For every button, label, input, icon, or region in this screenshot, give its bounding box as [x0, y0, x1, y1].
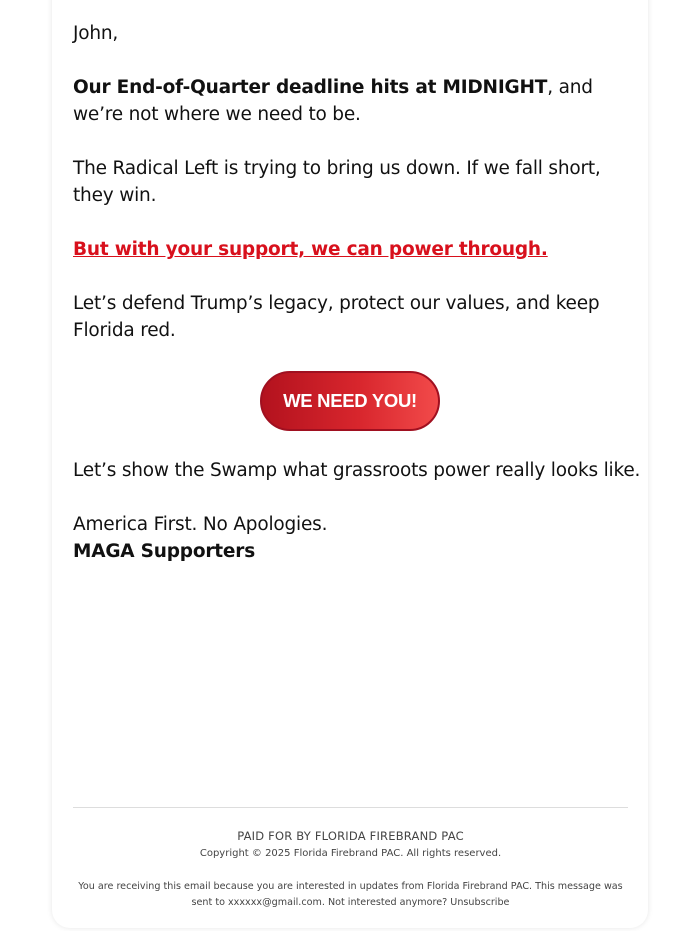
unsubscribe-link[interactable]: Unsubscribe — [450, 897, 510, 908]
footer-divider — [73, 807, 628, 808]
subscription-notice — [73, 879, 628, 911]
support-paragraph — [73, 236, 629, 263]
defend-paragraph: Let’s defend Trump’s legacy, protect our values, and keep Florida red. — [73, 293, 600, 341]
subscription-notice-text: You are receiving this email because you are interested in updates from Florida Firebrand PAC. This message was sent to xxxxxx@gmail.com. Not interested anymore? — [78, 881, 623, 908]
deadline-bold-text: Our End-of-Quarter deadline hits at MIDNIGHT — [73, 77, 548, 98]
copyright-text: Copyright © 2025 Florida Firebrand PAC. All rights reserved. — [199, 848, 502, 859]
closing-block — [73, 511, 629, 565]
deadline-rest-text: , and we’re not where we need to be. — [73, 77, 593, 125]
cta-container — [260, 371, 440, 431]
we-need-you-button[interactable]: WE NEED YOU! — [260, 371, 440, 431]
signature: MAGA Supporters — [73, 541, 256, 562]
support-link[interactable]: But with your support, we can power through. — [73, 239, 548, 260]
swamp-paragraph: Let’s show the Swamp what grassroots power really looks like. — [73, 460, 641, 481]
closing-line: America First. No Apologies. — [73, 514, 328, 535]
deadline-paragraph — [73, 74, 629, 128]
greeting: John, — [73, 23, 119, 44]
paid-for-disclaimer: PAID FOR BY FLORIDA FIREBRAND PAC — [237, 829, 464, 843]
radical-left-paragraph: The Radical Left is trying to bring us down. If we fall short, they win. — [73, 158, 601, 206]
